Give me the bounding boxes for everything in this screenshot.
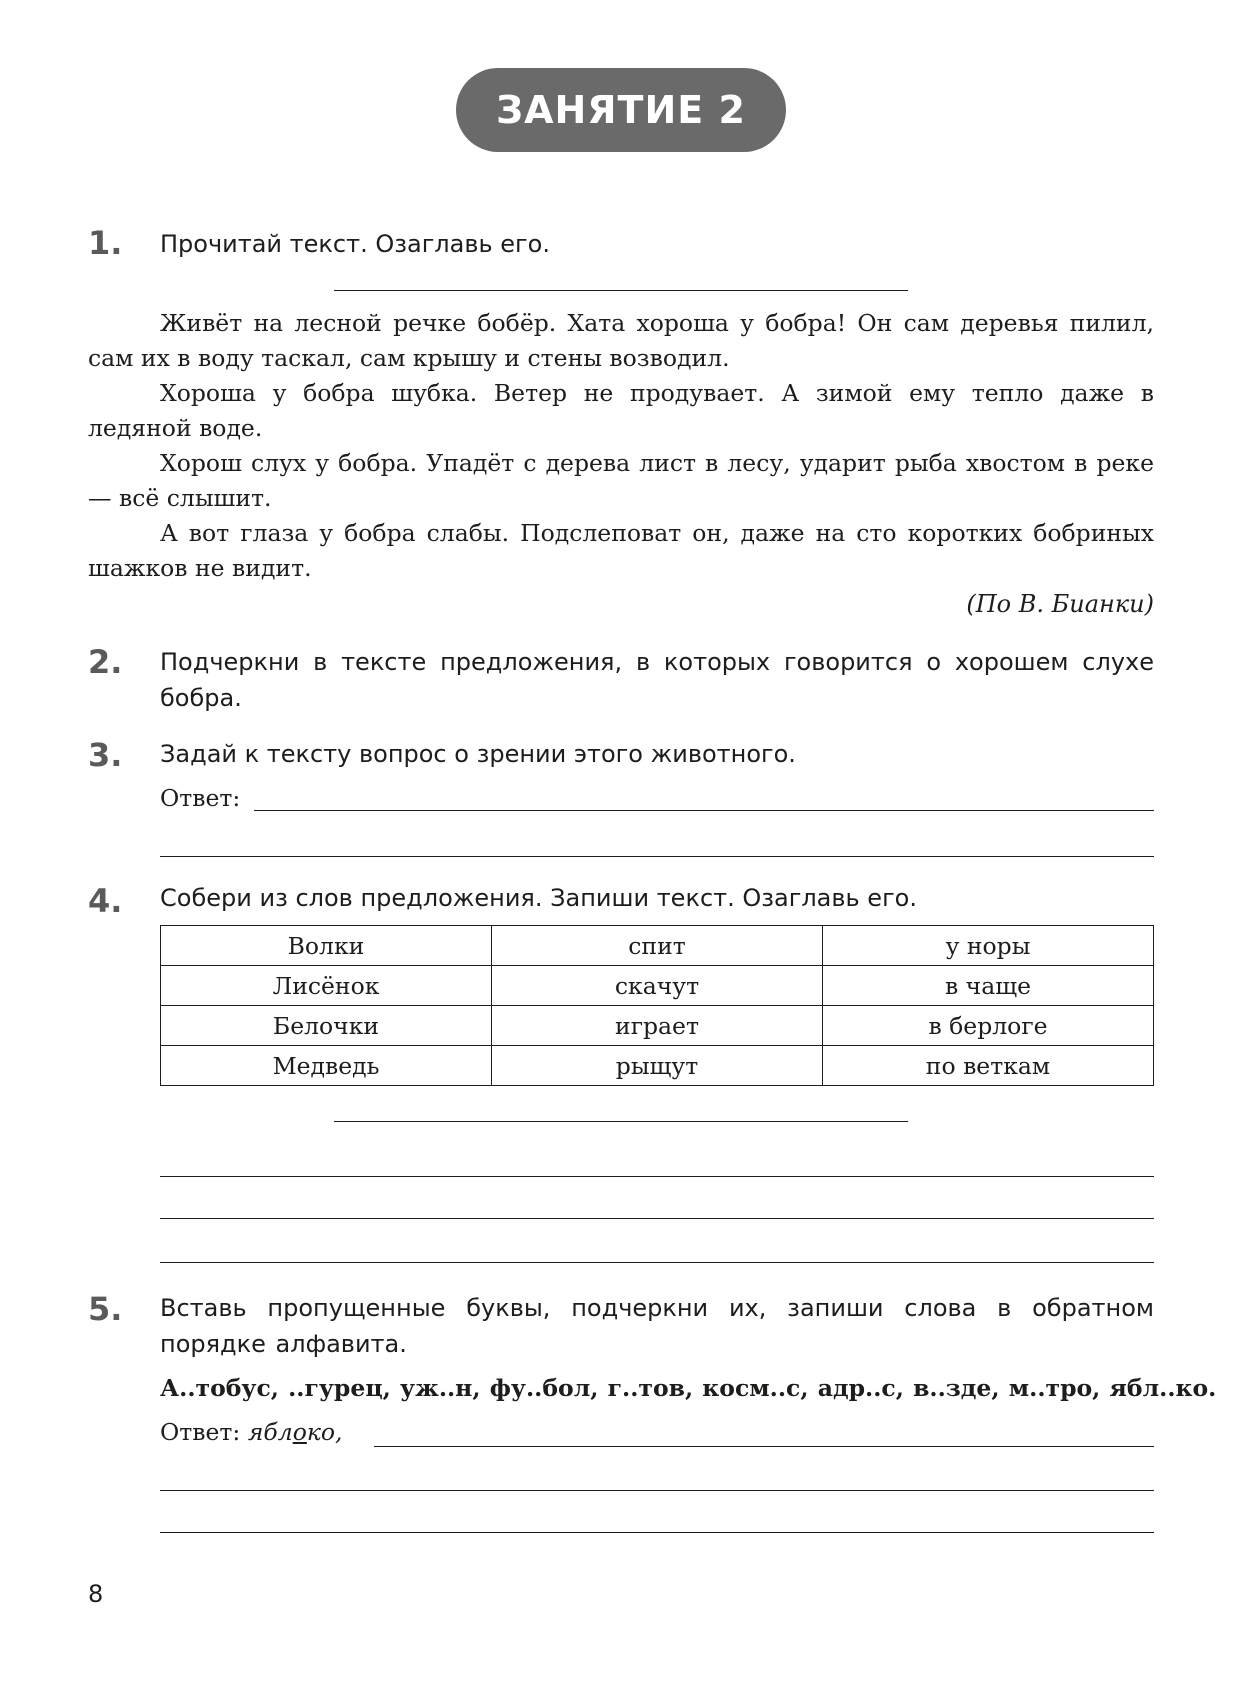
task-1-number: 1. — [88, 224, 123, 262]
answer-label: Ответ: — [160, 1418, 241, 1446]
answer-line[interactable] — [160, 1262, 1154, 1263]
lesson-title: ЗАНЯТИЕ 2 — [456, 68, 786, 152]
task-5-text: Вставь пропущенные буквы, подчеркни их, запиши слова в обратном порядке алфавита. — [160, 1294, 1154, 1358]
table-row — [161, 926, 1154, 966]
table-cell: Белочки — [161, 1006, 492, 1046]
task-3-number: 3. — [88, 736, 123, 774]
answer-line[interactable] — [254, 810, 1154, 811]
table-cell: играет — [492, 1006, 823, 1046]
task-5-words: А..тобус, ..гурец, уж..н, фу..бол, г..тов, косм..с, адр..с, в..зде, м..тро, ябл..ко. — [160, 1374, 1217, 1402]
story-paragraph-1: Живёт на лесной речке бобёр. Хата хороша у бобра! Он сам деревья пилил, сам их в воду таскал, сам крышу и стены возводил. — [88, 309, 1154, 372]
story-author: (По В. Бианки) — [966, 590, 1154, 618]
task-5-number: 5. — [88, 1290, 123, 1328]
table-cell: Лисёнок — [161, 966, 492, 1006]
table-cell: у норы — [823, 926, 1154, 966]
answer-line[interactable] — [160, 1490, 1154, 1491]
task-2-text: Подчеркни в тексте предложения, в которых говорится о хорошем слухе бобра. — [160, 648, 1154, 712]
table-cell: по веткам — [823, 1046, 1154, 1086]
answer-line[interactable] — [160, 1532, 1154, 1533]
table-cell: в берлоге — [823, 1006, 1154, 1046]
answer-line[interactable] — [160, 856, 1154, 857]
table-row — [161, 1006, 1154, 1046]
answer-line[interactable] — [374, 1446, 1154, 1447]
task-1-text: Прочитай текст. Озаглавь его. — [160, 230, 550, 258]
table-cell: Волки — [161, 926, 492, 966]
table-cell: рыщут — [492, 1046, 823, 1086]
answer-example: яблоко, — [247, 1418, 343, 1446]
title-answer-line[interactable] — [334, 1121, 908, 1122]
table-cell: Медведь — [161, 1046, 492, 1086]
word-table — [160, 925, 1154, 1086]
task-3-text: Задай к тексту вопрос о зрении этого животного. — [160, 740, 796, 768]
story-paragraph-4: А вот глаза у бобра слабы. Подслеповат он, даже на сто коротких бобриных шажков не видит. — [88, 519, 1154, 582]
task-2-number: 2. — [88, 643, 123, 681]
table-cell: скачут — [492, 966, 823, 1006]
page-number: 8 — [88, 1580, 104, 1608]
table-cell: в чаще — [823, 966, 1154, 1006]
answer-label: Ответ: — [160, 784, 241, 812]
answer-line[interactable] — [160, 1218, 1154, 1219]
answer-example-line — [160, 1418, 343, 1446]
story-paragraph-3: Хорош слух у бобра. Упадёт с дерева лист в лесу, ударит рыба хвостом в реке — всё слышит. — [88, 449, 1154, 512]
title-answer-line[interactable] — [334, 290, 908, 291]
table-row — [161, 966, 1154, 1006]
table-row — [161, 1046, 1154, 1086]
task-4-text: Собери из слов предложения. Запиши текст. Озаглавь его. — [160, 884, 917, 912]
task-4-number: 4. — [88, 882, 123, 920]
table-cell: спит — [492, 926, 823, 966]
story-paragraph-2: Хороша у бобра шубка. Ветер не продувает. А зимой ему тепло даже в ледяной воде. — [88, 379, 1154, 442]
answer-line[interactable] — [160, 1176, 1154, 1177]
